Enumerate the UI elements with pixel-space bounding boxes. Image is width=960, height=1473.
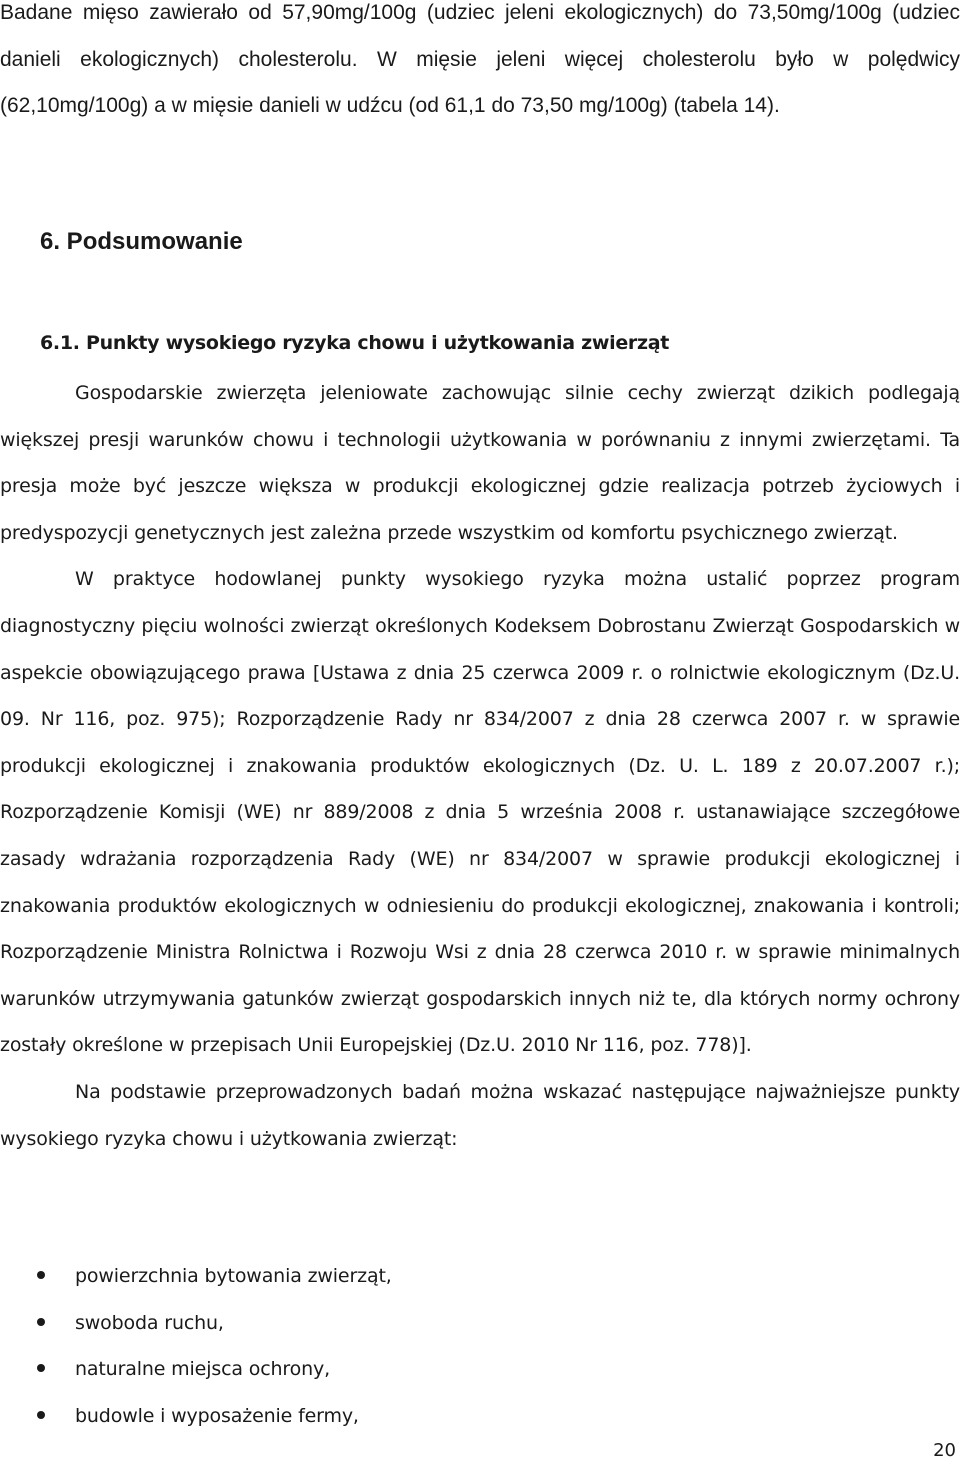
body-text xyxy=(0,370,960,1162)
paragraph: W praktyce hodowlanej punkty wysokiego ryzyka można ustalić poprzez program diagnostyczny pięciu wolności zwierząt określonych Kodeksem Dobrostanu Zwierząt Gospodarskich w aspekcie obowiązującego prawa [Ustawa z dnia 25 czerwca 2009 r. o rolnictwie ekologicznym (Dz.U. 09. Nr 116, poz. 975); Rozporządzenie Rady nr 834/2007 z dnia 28 czerwca 2007 r. w sprawie produkcji ekologicznej i znakowania produktów ekologicznych (Dz. U. L. 189 z 20.07.2007 r.); Rozporządzenie Komisji (WE) nr 889/2008 z dnia 5 września 2008 r. ustanawiające szczegółowe zasady wdrażania rozporządzenia Rady (WE) nr 834/2007 w sprawie produkcji ekologicznej i znakowania produktów ekologicznych w odniesieniu do produkcji ekologicznej, znakowania i kontroli; Rozporządzenie Ministra Rolnictwa i Rozwoju Wsi z dnia 28 czerwca 2010 r. w sprawie minimalnych warunków utrzymywania gatunków zwierząt gospodarskich innych niż te, dla których normy ochrony zostały określone w przepisach Unii Europejskiej (Dz.U. 2010 Nr 116, poz. 778)]. xyxy=(0,568,960,1057)
bullet-icon xyxy=(37,1318,45,1326)
section-heading: 6. Podsumowanie xyxy=(40,228,243,255)
paragraph: Na podstawie przeprowadzonych badań można wskazać następujące najważniejsze punkty wysokiego ryzyka chowu i użytkowania zwierząt: xyxy=(0,1080,960,1150)
list-item-text: powierzchnia bytowania zwierząt, xyxy=(75,1265,392,1287)
list-item xyxy=(0,1346,960,1393)
list-item-text: budowle i wyposażenie fermy, xyxy=(75,1404,359,1427)
list-item xyxy=(0,1393,960,1440)
page-number: 20 xyxy=(933,1440,956,1461)
bullet-icon xyxy=(37,1271,45,1279)
bullet-icon xyxy=(37,1364,45,1372)
subsection-heading: 6.1. Punkty wysokiego ryzyka chowu i użytkowania zwierząt xyxy=(40,332,670,354)
list-item xyxy=(0,1300,960,1347)
intro-paragraph: Badane mięso zawierało od 57,90mg/100g (udziec jeleni ekologicznych) do 73,50mg/100g (udziec danieli ekologicznych) cholesterolu. W mięsie jeleni więcej cholesterolu było w polędwicy (62,10mg/100g) a w mięsie danieli w udźcu (od 61,1 do 73,50 mg/100g) (tabela 14). xyxy=(0,1,960,117)
list-item-text: naturalne miejsca ochrony, xyxy=(75,1358,331,1381)
bullet-icon xyxy=(37,1411,45,1419)
list-item xyxy=(0,1253,960,1300)
paragraph: Gospodarskie zwierzęta jeleniowate zachowując silnie cechy zwierząt dzikich podlegają większej presji warunków chowu i technologii użytkowania w porównaniu z innymi zwierzętami. Ta presja może być jeszcze większa w produkcji ekologicznej gdzie realizacja potrzeb życiowych i predyspozycji genetycznych jest zależna przede wszystkim od komfortu psychicznego zwierząt. xyxy=(0,382,960,544)
bullet-list xyxy=(0,1253,960,1439)
list-item-text: swoboda ruchu, xyxy=(75,1311,224,1334)
